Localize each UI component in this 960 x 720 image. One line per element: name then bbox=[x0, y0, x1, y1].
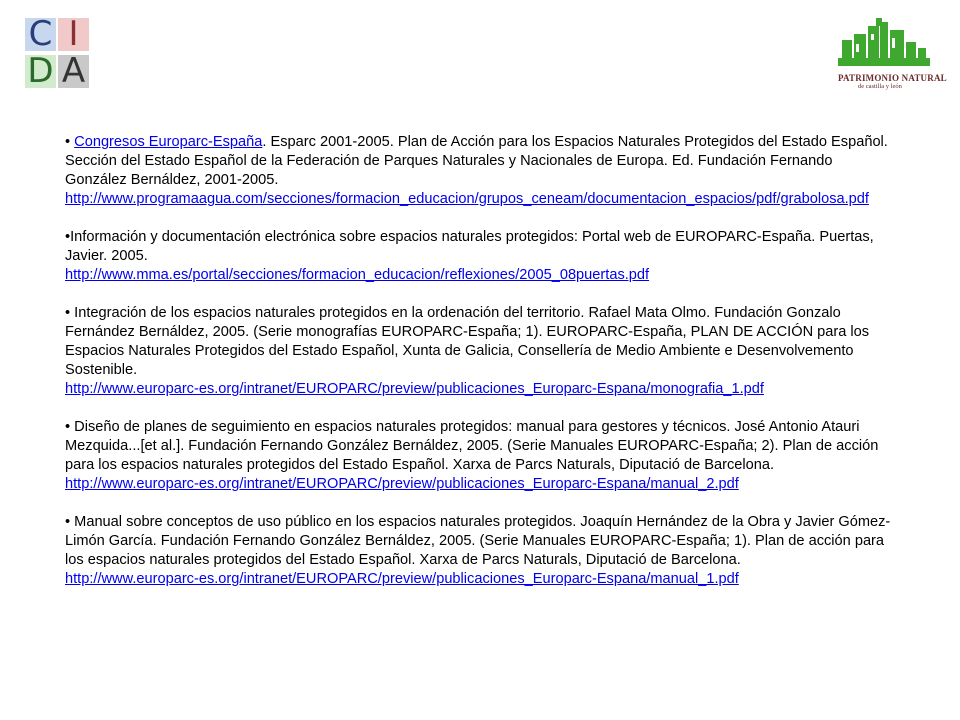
congresos-europarc-link[interactable]: Congresos Europarc-España bbox=[74, 134, 263, 150]
reference-entry bbox=[65, 228, 895, 285]
reference-entry bbox=[65, 513, 895, 589]
reference-url-link[interactable]: http://www.europarc-es.org/intranet/EUROPARC/preview/publicaciones_Europarc-Espana/manual_1.pdf bbox=[65, 571, 739, 587]
bullet: • bbox=[65, 229, 71, 245]
reference-text bbox=[65, 228, 895, 266]
reference-description: Información y documentación electrónica sobre espacios naturales protegidos: Portal web de EUROPARC-España. Puertas, Javier. 2005. bbox=[65, 229, 874, 264]
reference-text bbox=[65, 418, 895, 475]
patrimonio-natural-title: PATRIMONIO NATURAL bbox=[838, 73, 947, 83]
cida-logo bbox=[25, 14, 91, 91]
reference-entry bbox=[65, 133, 895, 209]
cida-letter-c: C bbox=[25, 18, 56, 51]
reference-url-link[interactable]: http://www.programaagua.com/secciones/formacion_educacion/grupos_ceneam/documentacion_espacios/pdf/grabolosa.pdf bbox=[65, 191, 869, 207]
cida-letter-i: I bbox=[58, 18, 89, 51]
reference-entry bbox=[65, 418, 895, 494]
cida-letter-a: A bbox=[58, 55, 89, 88]
reference-url-link[interactable]: http://www.europarc-es.org/intranet/EUROPARC/preview/publicaciones_Europarc-Espana/manual_2.pdf bbox=[65, 476, 739, 492]
reference-description: . Esparc 2001-2005. Plan de Acción para los Espacios Naturales Protegidos del Estado Español. Sección del Estado Español de la Federación de Parques Naturales y Nacionales de Europa. Ed. Fundación Fernando González Bernáldez, 2001-2005. bbox=[65, 134, 888, 188]
reference-text bbox=[65, 513, 895, 570]
reference-url-link[interactable]: http://www.europarc-es.org/intranet/EUROPARC/preview/publicaciones_Europarc-Espana/monografia_1.pdf bbox=[65, 381, 764, 397]
patrimonio-natural-logo bbox=[832, 18, 947, 98]
references-list bbox=[65, 133, 895, 608]
reference-description: Diseño de planes de seguimiento en espacios naturales protegidos: manual para gestores y técnicos. José Antonio Atauri Mezquida...[et al.]. Fundación Fernando González Bernáldez, 2005. (Serie Manuales EUROPARC-España; 2). Plan de acción para los espacios naturales protegidos del Estado Español. Xarxa de Parcs Naturals, Diputació de Barcelona. bbox=[65, 419, 879, 473]
bullet: • bbox=[65, 134, 75, 150]
patrimonio-natural-emblem bbox=[832, 18, 936, 73]
patrimonio-natural-subtitle: de castilla y león bbox=[858, 83, 902, 90]
reference-text bbox=[65, 133, 895, 190]
cida-letter-d: D bbox=[25, 55, 56, 88]
reference-url-link[interactable]: http://www.mma.es/portal/secciones/formacion_educacion/reflexiones/2005_08puertas.pdf bbox=[65, 267, 650, 283]
reference-description: Manual sobre conceptos de uso público en los espacios naturales protegidos. Joaquín Hernández de la Obra y Javier Gómez-Limón García. Fundación Fernando González Bernáldez, 2005. (Serie Manuales EUROPARC-España; 1). Plan de acción para los espacios naturales protegidos del Estado Español. Xarxa de Parcs Naturals, Diputació de Barcelona. bbox=[65, 514, 891, 568]
reference-text bbox=[65, 304, 895, 380]
reference-entry bbox=[65, 304, 895, 399]
bullet: • bbox=[65, 419, 75, 435]
reference-description: Integración de los espacios naturales protegidos en la ordenación del territorio. Rafael Mata Olmo. Fundación Gonzalo Fernández Bernáldez, 2005. (Serie monografías EUROPARC-España; 1). EUROPARC-España, PLAN DE ACCIÓN para los Espacios Naturales Protegidos del Estado Español, Xunta de Galicia, Consellería de Medio Ambiente e Desenvolvemento Sostenible. bbox=[65, 305, 870, 378]
bullet: • bbox=[65, 514, 75, 530]
bullet: • bbox=[65, 305, 75, 321]
